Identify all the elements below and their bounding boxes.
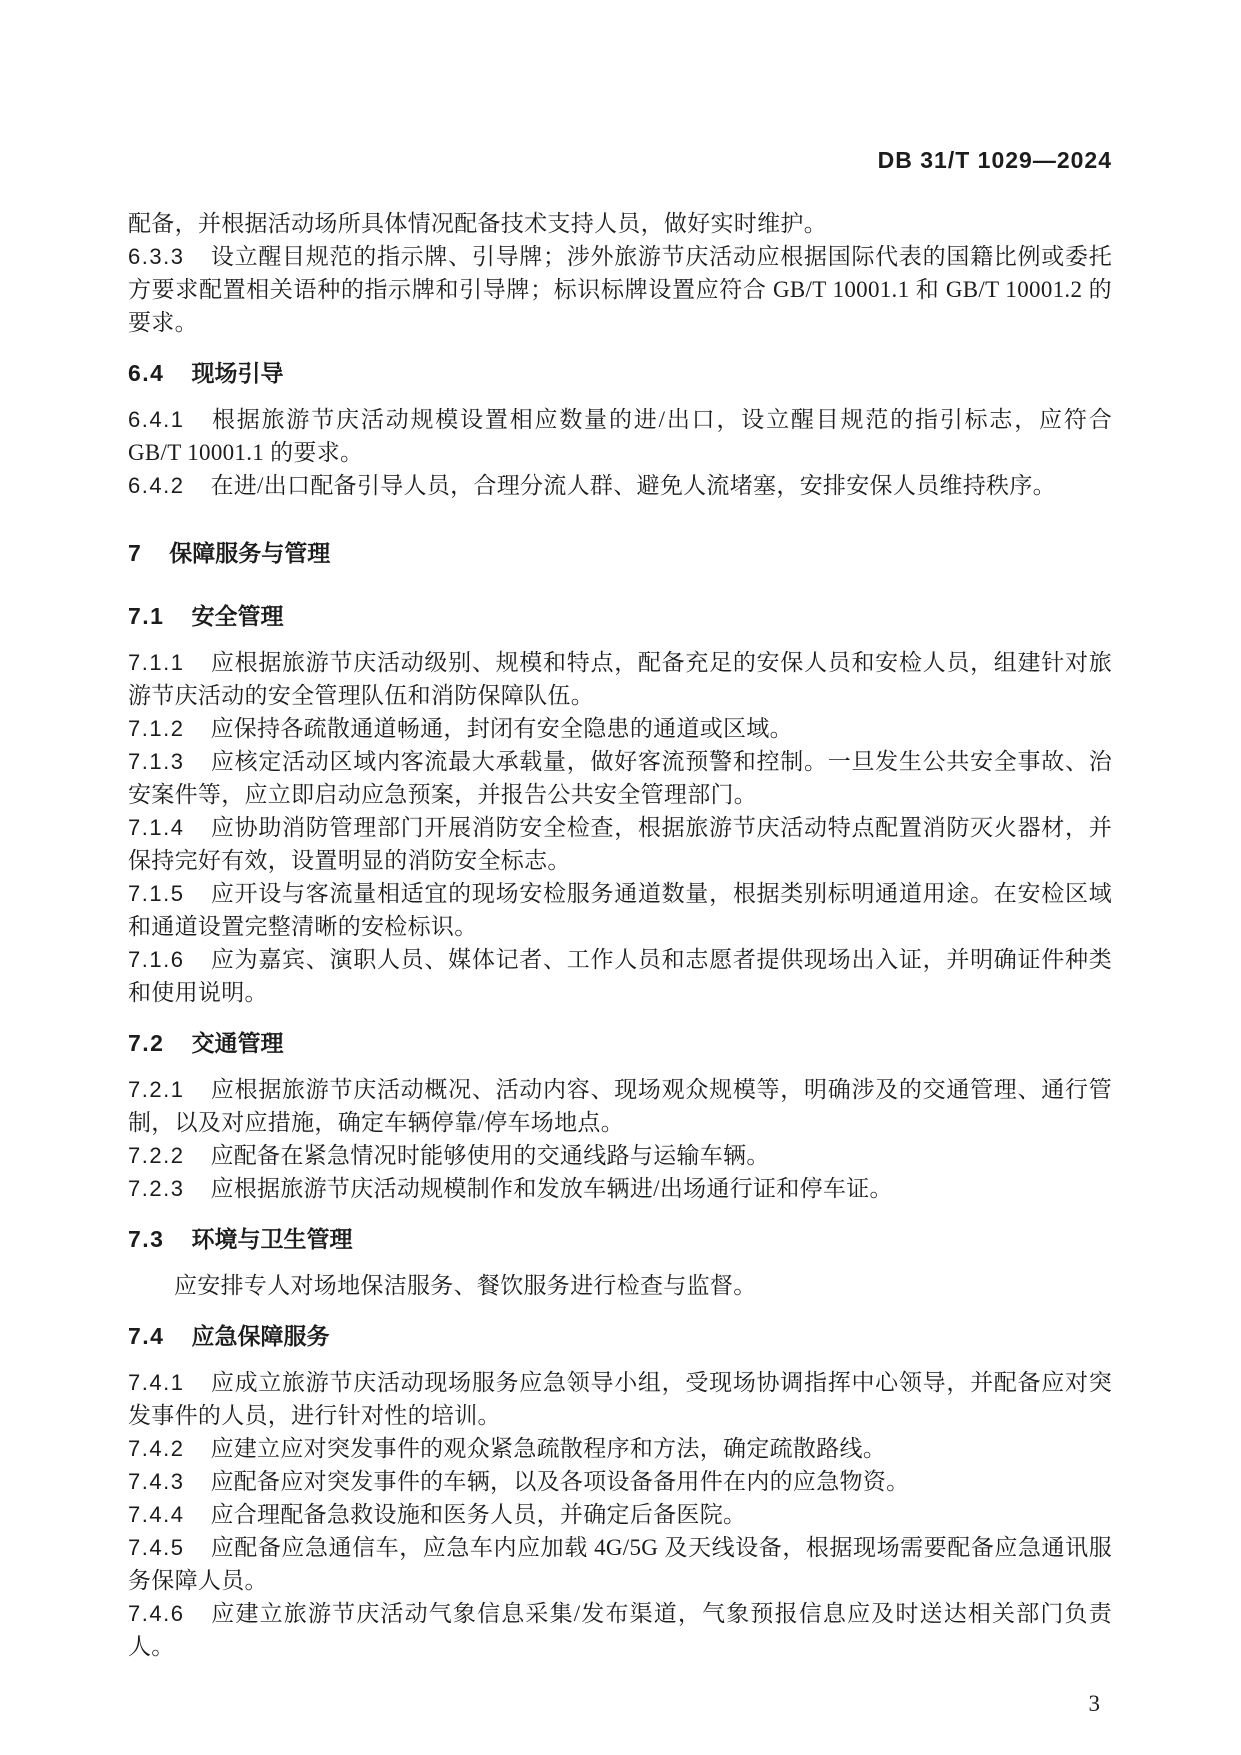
heading-title: 交通管理 — [191, 1030, 284, 1056]
clause-7-1-4 — [128, 811, 1112, 877]
clause-text: 应建立应对突发事件的观众紧急疏散程序和方法，确定疏散路线。 — [210, 1436, 887, 1461]
clause-7-4-6 — [128, 1597, 1112, 1663]
paragraph-7-3: 应安排专人对场地保洁服务、餐饮服务进行检查与监督。 — [174, 1273, 757, 1298]
clause-text: 应协助消防管理部门开展消防安全检查，根据旅游节庆活动特点配置消防灭火器材，并保持完好有效，设置明显的消防安全标志。 — [128, 815, 1112, 873]
clause-number: 7.1.1 — [128, 650, 185, 675]
clause-text: 应根据旅游节庆活动规模制作和发放车辆进/出场通行证和停车证。 — [210, 1176, 893, 1201]
clause-7-2-1 — [128, 1073, 1112, 1139]
clause-7-2-3 — [128, 1172, 1112, 1205]
heading-title: 保障服务与管理 — [169, 540, 331, 566]
clause-number: 7.4.6 — [128, 1601, 185, 1626]
clause-number: 7.1.3 — [128, 749, 185, 774]
clause-number: 7.2.1 — [128, 1077, 185, 1102]
clause-text: 根据旅游节庆活动规模设置相应数量的进/出口，设立醒目规范的指引标志，应符合 GB/T 10001.1 的要求。 — [128, 407, 1112, 465]
clause-number: 7.4.5 — [128, 1535, 185, 1560]
clause-6-4-1 — [128, 403, 1112, 469]
heading-6-4 — [128, 357, 1112, 390]
heading-title: 现场引导 — [191, 360, 284, 386]
clause-number: 7.1.4 — [128, 815, 185, 840]
clause-7-1-3 — [128, 745, 1112, 811]
heading-number: 6.4 — [128, 360, 165, 386]
clause-7-1-2 — [128, 712, 1112, 745]
clause-text: 应成立旅游节庆活动现场服务应急领导小组，受现场协调指挥中心领导，并配备应对突发事件的人员，进行针对性的培训。 — [128, 1370, 1112, 1428]
heading-7-2 — [128, 1027, 1112, 1060]
clause-number: 7.1.6 — [128, 947, 185, 972]
clause-text: 应合理配备急救设施和医务人员，并确定后备医院。 — [210, 1502, 747, 1527]
heading-number: 7.3 — [128, 1226, 165, 1252]
clause-number: 7.4.2 — [128, 1436, 185, 1461]
clause-7-4-2 — [128, 1432, 1112, 1465]
clause-text: 设立醒目规范的指示牌、引导牌；涉外旅游节庆活动应根据国际代表的国籍比例或委托方要求配置相关语种的指示牌和引导牌；标识标牌设置应符合 GB/T 10001.1 和 GB/T 10001.2 的要求。 — [128, 244, 1112, 335]
clause-text: 应为嘉宾、演职人员、媒体记者、工作人员和志愿者提供现场出入证，并明确证件种类和使用说明。 — [128, 947, 1112, 1005]
clause-text: 应开设与客流量相适宜的现场安检服务通道数量，根据类别标明通道用途。在安检区域和通道设置完整清晰的安检标识。 — [128, 881, 1112, 939]
document-code-header: DB 31/T 1029—2024 — [877, 147, 1112, 173]
heading-number: 7.1 — [128, 603, 165, 629]
clause-text: 应根据旅游节庆活动概况、活动内容、现场观众规模等，明确涉及的交通管理、通行管制，以及对应措施，确定车辆停靠/停车场地点。 — [128, 1077, 1112, 1135]
clause-6-3-3 — [128, 240, 1112, 339]
clause-number: 6.4.1 — [128, 407, 185, 432]
clause-7-4-3 — [128, 1465, 1112, 1498]
clause-7-4-1 — [128, 1366, 1112, 1432]
heading-7 — [128, 537, 1112, 570]
clause-text: 应保持各疏散通道畅通，封闭有安全隐患的通道或区域。 — [210, 716, 793, 741]
clause-text: 应配备应对突发事件的车辆，以及各项设备备用件在内的应急物资。 — [210, 1469, 910, 1494]
clause-text: 应核定活动区域内客流最大承载量，做好客流预警和控制。一旦发生公共安全事故、治安案件等，应立即启动应急预案，并报告公共安全管理部门。 — [128, 749, 1112, 807]
heading-number: 7.4 — [128, 1323, 165, 1349]
clause-text: 在进/出口配备引导人员，合理分流人群、避免人流堵塞，安排安保人员维持秩序。 — [210, 473, 1056, 498]
clause-text: 应建立旅游节庆活动气象信息采集/发布渠道，气象预报信息应及时送达相关部门负责人。 — [128, 1601, 1112, 1659]
paragraph-continuation-6-3-2: 配备，并根据活动场所具体情况配备技术支持人员，做好实时维护。 — [128, 211, 827, 236]
heading-7-1 — [128, 600, 1112, 633]
clause-text: 应配备应急通信车，应急车内应加载 4G/5G 及天线设备，根据现场需要配备应急通讯服务保障人员。 — [128, 1535, 1112, 1593]
clause-number: 7.1.2 — [128, 716, 185, 741]
clause-text: 应根据旅游节庆活动级别、规模和特点，配备充足的安保人员和安检人员，组建针对旅游节庆活动的安全管理队伍和消防保障队伍。 — [128, 650, 1112, 708]
clause-7-4-4 — [128, 1498, 1112, 1531]
clause-number: 7.4.4 — [128, 1502, 185, 1527]
clause-7-2-2 — [128, 1139, 1112, 1172]
clause-7-1-6 — [128, 943, 1112, 1009]
clause-6-4-2 — [128, 469, 1112, 502]
heading-title: 应急保障服务 — [191, 1323, 330, 1349]
clause-number: 7.2.3 — [128, 1176, 185, 1201]
heading-7-4 — [128, 1320, 1112, 1353]
heading-number: 7.2 — [128, 1030, 165, 1056]
clause-text: 应配备在紧急情况时能够使用的交通线路与运输车辆。 — [210, 1143, 770, 1168]
heading-title: 环境与卫生管理 — [191, 1226, 353, 1252]
clause-7-4-5 — [128, 1531, 1112, 1597]
clause-number: 7.4.3 — [128, 1469, 185, 1494]
clause-number: 6.3.3 — [128, 244, 185, 269]
clause-7-1-1 — [128, 646, 1112, 712]
clause-number: 7.4.1 — [128, 1370, 185, 1395]
heading-7-3 — [128, 1223, 1112, 1256]
page-number: 3 — [1088, 1691, 1100, 1716]
clause-7-1-5 — [128, 877, 1112, 943]
heading-number: 7 — [128, 540, 143, 566]
clause-number: 6.4.2 — [128, 473, 185, 498]
heading-title: 安全管理 — [191, 603, 284, 629]
clause-number: 7.1.5 — [128, 881, 185, 906]
clause-number: 7.2.2 — [128, 1143, 185, 1168]
